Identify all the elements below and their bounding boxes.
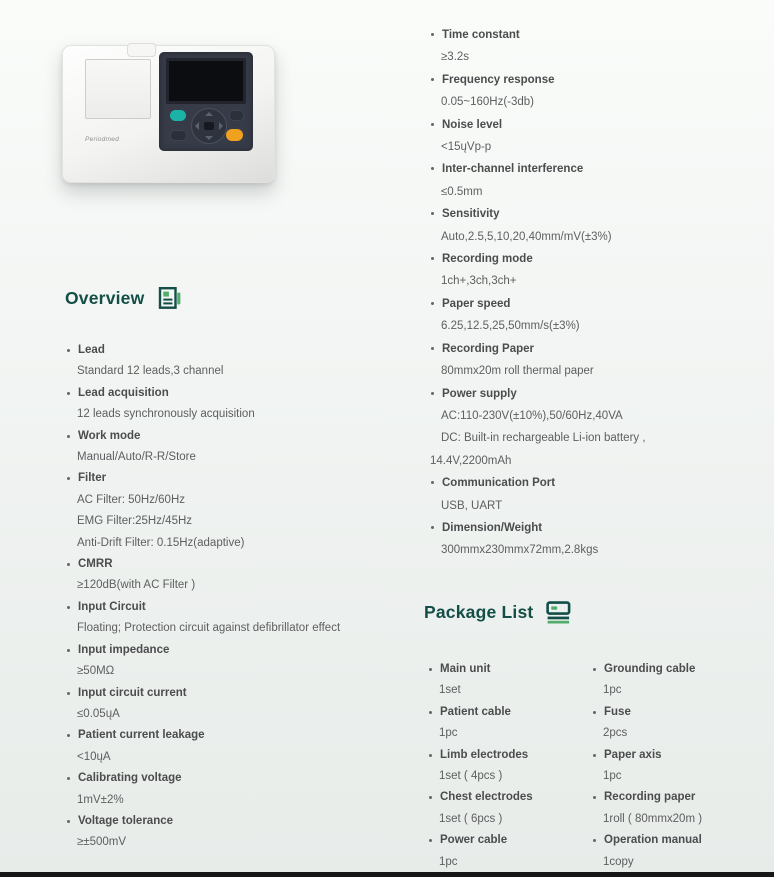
card-list-icon [546,601,572,624]
bullet-icon [67,477,70,480]
bullet-icon [429,796,432,799]
spec-value: 1pc [603,770,622,783]
bullet-icon [431,78,434,81]
spec-value: Auto,2.5,5,10,20,40mm/mV(±3%) [441,230,612,243]
spec-value: 1mV±2% [77,793,124,806]
spec-label: Input impedance [66,640,378,661]
bullet-icon [67,820,70,823]
spec-item [428,659,588,702]
product-photo [62,45,275,183]
spec-label: Lead acquisition [66,383,378,404]
spec-value: Floating; Protection circuit against defibrillator effect [77,622,341,635]
spec-label: Power cable [428,830,588,851]
bullet-icon [431,33,434,36]
spec-item [66,468,378,554]
spec-value: 0.05~160Hz(-3db) [441,96,535,109]
page-bottom-strip [0,872,774,877]
bullet-icon [429,839,432,842]
bullet-icon [593,711,596,714]
bullet-icon [431,212,434,215]
spec-value: 2pcs [603,727,628,740]
spec-label: Input circuit current [66,683,378,704]
dpad-up-icon [205,112,213,116]
bullet-icon [593,839,596,842]
spec-label: Recording paper [592,787,768,808]
spec-value: <10ųA [77,750,111,763]
spec-label: Power supply [430,383,710,405]
spec-item [592,659,768,702]
spec-item [430,338,710,383]
bullet-icon [431,302,434,305]
dpad-left-icon [195,122,199,130]
bullet-icon [431,392,434,395]
spec-label: Recording mode [430,248,710,270]
spec-value: 1set ( 6pcs ) [439,812,503,825]
print-button-icon [226,129,243,141]
document-news-icon [157,286,182,310]
spec-label: Communication Port [430,472,710,494]
overview-title: Overview [65,287,145,308]
spec-label: Frequency response [430,69,710,91]
package-column-2 [592,659,768,873]
bullet-icon [431,167,434,170]
specifications-list [430,24,710,562]
spec-value: 1pc [603,684,622,697]
bullet-icon [593,796,596,799]
bullet-icon [67,649,70,652]
spec-label: Voltage tolerance [66,811,378,832]
spec-label: Input Circuit [66,597,378,618]
spec-label: Calibrating voltage [66,768,378,789]
spec-item [428,745,588,788]
bullet-icon [67,435,70,438]
bullet-icon [67,392,70,395]
spec-item [66,597,378,640]
spec-value: 1set [439,684,461,697]
spec-item [66,811,378,854]
spec-value: Manual/Auto/R-R/Store [77,451,196,464]
overview-spec-list [66,340,378,854]
spec-label: Fuse [592,702,768,723]
dpad-ok-button [204,122,214,130]
spec-label: Filter [66,468,378,489]
dpad-control [191,108,227,144]
spec-label: Work mode [66,426,378,447]
spec-item [66,640,378,683]
bullet-icon [593,754,596,757]
spec-item [430,24,710,69]
package-header [424,601,572,624]
power-button-icon [170,130,187,141]
spec-item [66,768,378,811]
bullet-icon [67,349,70,352]
spec-item [66,340,378,383]
spec-value: 1set ( 4pcs ) [439,770,503,783]
spec-value: DC: Built-in rechargeable Li-ion battery , 14.4V,2200mAh [430,432,646,467]
spec-item [66,725,378,768]
bullet-icon [431,123,434,126]
spec-label: Paper axis [592,745,768,766]
copy-button-icon [170,110,186,121]
spec-label: Dimension/Weight [430,517,710,539]
spec-item [428,702,588,745]
spec-label: Paper speed [430,293,710,315]
device-body [62,45,275,183]
spec-value: Anti-Drift Filter: 0.15Hz(adaptive) [77,536,245,549]
package-column-1 [428,659,588,873]
spec-value: 1pc [439,727,458,740]
spec-label: Patient current leakage [66,725,378,746]
spec-label: Limb electrodes [428,745,588,766]
spec-item [430,293,710,338]
spec-value: USB, UART [441,499,503,512]
spec-item [430,114,710,159]
spec-item [430,248,710,293]
spec-item [430,203,710,248]
spec-value: Standard 12 leads,3 channel [77,365,224,378]
bullet-icon [67,777,70,780]
spec-label: CMRR [66,554,378,575]
spec-label: Time constant [430,24,710,46]
bullet-icon [67,734,70,737]
spec-label: Patient cable [428,702,588,723]
bullet-icon [431,526,434,529]
device-top-tab [127,43,156,57]
spec-value: 300mmx230mmx72mm,2.8kgs [441,544,599,557]
dpad-down-icon [205,136,213,140]
spec-label: Inter-channel interference [430,158,710,180]
overview-header [65,286,182,310]
spec-label: Sensitivity [430,203,710,225]
spec-label: Recording Paper [430,338,710,360]
device-screen [166,58,246,104]
spec-item [66,554,378,597]
bullet-icon [67,563,70,566]
spec-value: AC:110-230V(±10%),50/60Hz,40VA [441,409,623,422]
spec-value: 1ch+,3ch,3ch+ [441,275,517,288]
brand-label: Periodmed [85,136,120,143]
spec-value: 1copy [603,855,634,868]
bullet-icon [429,668,432,671]
bullet-icon [67,606,70,609]
mode-button-icon [229,110,244,121]
spec-value: <15ųVp-p [441,141,492,154]
spec-item [430,383,710,473]
spec-item [592,830,768,873]
bullet-icon [429,711,432,714]
spec-item [430,472,710,517]
dpad-right-icon [219,122,223,130]
spec-item [430,69,710,114]
spec-label: Lead [66,340,378,361]
spec-value: ≤0.5mm [441,185,483,198]
spec-value: ≥3.2s [441,51,470,64]
spec-label: Main unit [428,659,588,680]
spec-label: Operation manual [592,830,768,851]
spec-value: ≥50MΩ [77,665,115,678]
printer-lid [85,59,151,119]
spec-item [430,158,710,203]
spec-label: Chest electrodes [428,787,588,808]
spec-value: AC Filter: 50Hz/60Hz [77,493,186,506]
spec-value: EMG Filter:25Hz/45Hz [77,515,193,528]
spec-value: ≤0.05ųA [77,707,120,720]
spec-value: 12 leads synchronously acquisition [77,408,255,421]
bullet-icon [429,754,432,757]
bullet-icon [593,668,596,671]
spec-item [428,830,588,873]
spec-value: 1roll ( 80mmx20m ) [603,812,703,825]
spec-label: Grounding cable [592,659,768,680]
spec-value: 6.25,12.5,25,50mm/s(±3%) [441,320,580,333]
bullet-icon [67,692,70,695]
spec-item [428,787,588,830]
spec-item [66,426,378,469]
spec-item [592,787,768,830]
spec-item [66,383,378,426]
spec-value: ≥±500mV [77,836,127,849]
bullet-icon [431,481,434,484]
spec-item [592,702,768,745]
spec-value: 1pc [439,855,458,868]
spec-item [430,517,710,562]
spec-value: 80mmx20m roll thermal paper [441,365,594,378]
spec-item [592,745,768,788]
package-title: Package List [424,602,534,622]
spec-value: ≥120dB(with AC Filter ) [77,579,196,592]
bullet-icon [431,347,434,350]
spec-label: Noise level [430,114,710,136]
bullet-icon [431,257,434,260]
control-panel [159,52,253,151]
spec-item [66,683,378,726]
